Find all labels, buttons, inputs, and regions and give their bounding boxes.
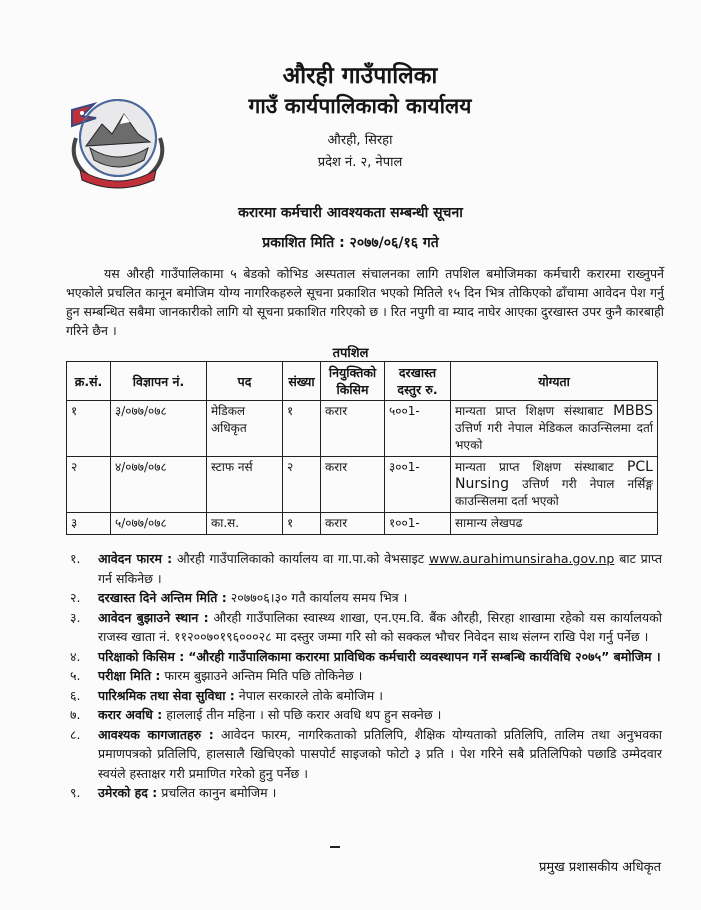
note-body <box>98 549 662 588</box>
cell-qualification <box>451 401 658 457</box>
cell-fee: ५००1- <box>385 401 451 457</box>
cell-post: स्टाफ नर्स <box>207 457 283 513</box>
qualification-degree: PCL Nursing <box>455 459 653 492</box>
note-label: आवेदन फारम : <box>98 551 173 566</box>
note-number: ९. <box>70 785 81 800</box>
list-item <box>70 725 662 784</box>
list-item <box>70 705 662 725</box>
list-item <box>70 666 662 686</box>
cell-post: का.स. <box>207 513 283 535</box>
note-number: १. <box>70 551 81 566</box>
vacancy-table <box>66 361 658 535</box>
published-date: प्रकाशित मिति : २०७७/०६/१६ गते <box>262 235 439 251</box>
note-label: उमेरको हद : <box>98 785 158 800</box>
notice-intro: यस औरही गाउँपालिकामा ५ बेडको कोभिड अस्पताल संचालनका लागि तपशिल बमोजिमका कर्मचारी करारमा राख्नुपर्ने भएकोले प्रचलित कानून बमोजिम योग्य नागरिकहरुले सूचना प्रकाशित भएको मितिले १५ दिन भित्र तोकिएको ढाँचामा आवेदन पेश गर्नु हुन सम्बन्धित सबैमा जानकारीको लागि यो सूचना प्रकाशित गरिएको छ । रित नपुगी वा म्याद नाघेर आएका दुरखास्त उपर कुनै कारबाही गरिने छैन । <box>66 266 664 338</box>
divider-mark <box>330 846 340 848</box>
qualification-degree: MBBS <box>613 403 653 419</box>
note-body <box>98 608 662 647</box>
table-title: तपशिल <box>332 346 369 361</box>
note-number: ६. <box>70 687 81 703</box>
signature-title: प्रमुख प्रशासकीय अधिकृत <box>538 860 661 875</box>
note-label: पारिश्रमिक तथा सेवा सुविधा : <box>98 687 235 703</box>
note-label: करार अवधि : <box>98 707 163 722</box>
header-adv-no: विज्ञापन नं. <box>111 362 207 401</box>
note-label: आवश्यक कागजातहरु : <box>98 726 214 742</box>
qualification-text: मान्यता प्राप्त शिक्षण संस्थाबाट <box>455 460 614 474</box>
office-name: गाउँ कार्यपालिकाको कार्यालय <box>248 94 472 118</box>
note-text: “औरही गाउँपालिकामा करारमा प्राविधिक कर्मचारी व्यवस्थापन गर्ने सम्बन्धि कार्यविधि २०७५” बमोजिम । <box>188 648 661 664</box>
header-post: पद <box>207 362 283 401</box>
note-number: ४. <box>70 648 81 664</box>
note-body <box>98 647 662 667</box>
cell-serial: १ <box>67 401 111 457</box>
list-item <box>70 588 662 608</box>
province-name: प्रदेश नं. २, नेपाल <box>317 155 403 170</box>
notice-subject: करारमा कर्मचारी आवश्यकता सम्बन्धी सूचना <box>238 205 463 221</box>
header-serial: क्र.सं. <box>67 362 111 401</box>
note-text: प्रचलित कानुन बमोजिम । <box>161 785 277 800</box>
note-text: आवेदन फारम, नागरिकताको प्रतिलिपि, शैक्षिक योग्यताको प्रतिलिपि, तालिम तथा अनुभवका प्रमाणपत्रको प्रतिलिपि, हालसालै खिचिएको पासपोर्ट साइजको फोटो ३ प्रति । पेश गरिने सबै प्रतिलिपिको पछाडि उम्मेदवार स्वयंले हस्ताक्षर गरी प्रमाणित गरेको हुनु पर्नेछ । <box>98 726 662 781</box>
office-address: औरही, सिरहा <box>327 133 393 148</box>
note-number: ३. <box>70 609 81 625</box>
table-header-row <box>67 362 658 401</box>
cell-count: २ <box>283 457 321 513</box>
header-count: संख्या <box>283 362 321 401</box>
list-item <box>70 549 662 588</box>
note-text: नेपाल सरकारले तोके बमोजिम । <box>238 687 383 703</box>
note-label: परीक्षा मिति : <box>98 668 161 683</box>
cell-type: करार <box>321 401 385 457</box>
note-label: दरखास्त दिने अन्तिम मिति : <box>98 590 227 605</box>
cell-type: करार <box>321 513 385 535</box>
note-text: फारम बुझाउने अन्तिम मिति पछि तोकिनेछ । <box>164 668 363 683</box>
header-fee: दरखास्त दस्तुर रु. <box>385 362 451 401</box>
cell-post: मेडिकल अधिकृत <box>207 401 283 457</box>
qualification-text: उत्तिर्ण गरी नेपाल मेडिकल काउन्सिलमा दर्ता भएको <box>455 421 653 452</box>
cell-fee: १००1- <box>385 513 451 535</box>
note-number: ५. <box>70 668 81 683</box>
notes-list <box>70 549 662 803</box>
cell-fee: ३००1- <box>385 457 451 513</box>
note-body <box>98 725 662 784</box>
note-body <box>98 783 662 803</box>
note-number: ८. <box>70 726 81 742</box>
note-text: २०७७०६।३० गतै कार्यालय समय भित्र । <box>230 590 408 605</box>
note-text: हाललाई तीन महिना । सो पछि करार अवधि थप हुन सक्नेछ । <box>166 707 442 722</box>
note-text: औरही गाउँपालिका स्वास्थ्य शाखा, एन.एम.वि. बैंक औरही, सिरहा शाखामा रहेको यस कार्यालयको राजस्व खाता नं. ११२००७०१९६०००२८ मा दस्तुर जम्मा गरि सो को सक्कल भौचर निवेदन साथ संलग्न राखि पेश गर्नु पर्नेछ । <box>98 609 662 644</box>
cell-type: करार <box>321 457 385 513</box>
cell-count: १ <box>283 401 321 457</box>
header-qualification: योग्यता <box>451 362 658 401</box>
cell-qualification <box>451 513 658 535</box>
header-appointment-type: नियुक्तिको किसिम <box>321 362 385 401</box>
organization-name: औरही गाउँपालिका <box>282 63 438 89</box>
note-body <box>98 705 662 725</box>
cell-serial: २ <box>67 457 111 513</box>
note-text: बाट प्राप्त गर्न सकिनेछ । <box>98 551 662 586</box>
cell-adv-no: ५/०७७/०७८ <box>111 513 207 535</box>
note-text: औरही गाउँपालिकाको कार्यालय वा गा.पा.को वेभसाइट <box>176 551 425 566</box>
qualification-text: सामान्य लेखपढ <box>455 516 523 530</box>
list-item <box>70 686 662 706</box>
note-body <box>98 666 662 686</box>
qualification-text: मान्यता प्राप्त शिक्षण संस्थाबाट <box>455 404 604 418</box>
note-number: ७. <box>70 707 81 722</box>
cell-count: १ <box>283 513 321 535</box>
cell-qualification <box>451 457 658 513</box>
note-body <box>98 686 662 706</box>
note-label: परिक्षाको किसिम : <box>98 648 185 664</box>
government-emblem-icon <box>58 80 176 192</box>
list-item <box>70 783 662 803</box>
table-row <box>67 513 658 535</box>
cell-adv-no: ४/०७७/०७८ <box>111 457 207 513</box>
list-item <box>70 647 662 667</box>
table-row <box>67 457 658 513</box>
cell-serial: ३ <box>67 513 111 535</box>
table-row <box>67 401 658 457</box>
note-body <box>98 588 662 608</box>
list-item <box>70 608 662 647</box>
cell-adv-no: ३/०७७/०७८ <box>111 401 207 457</box>
qualification-text: उत्तिर्ण गरी नेपाल नर्सिङ्ग काउन्सिलमा दर्ता भएको <box>455 477 653 508</box>
website-link[interactable]: www.aurahimunsiraha.gov.np <box>428 551 615 566</box>
note-label: आवेदन बुझाउने स्थान : <box>98 609 209 625</box>
note-number: २. <box>70 590 81 605</box>
